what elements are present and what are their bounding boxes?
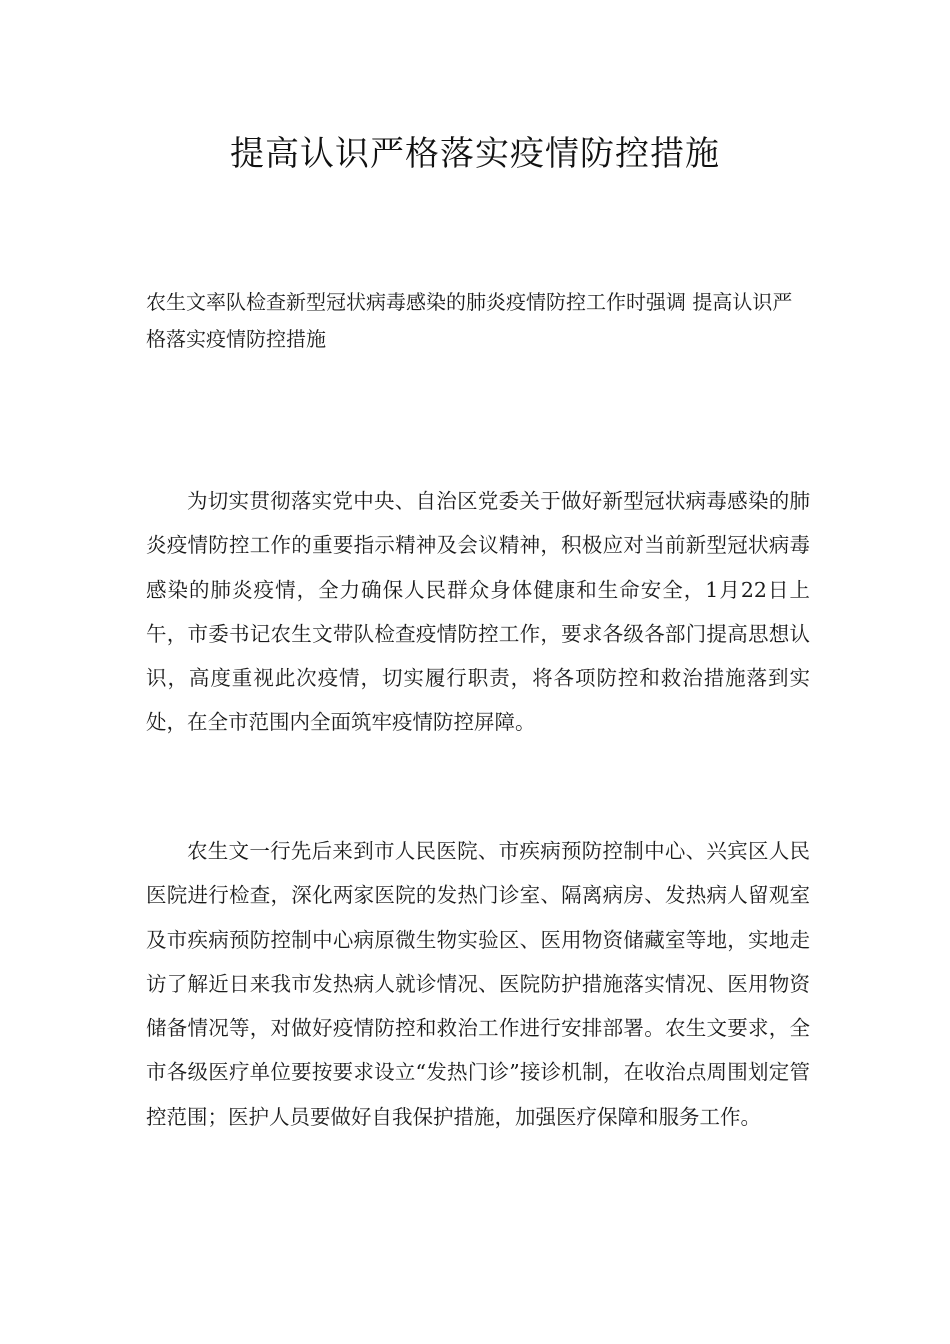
body-paragraph-2: 农生文一行先后来到市人民医院、市疾病预防控制中心、兴宾区人民医院进行检查，深化两家医院的发热门诊室、隔离病房、发热病人留观室及市疾病预防控制中心病原微生物实验区、医用物资储藏室等地，实地走访了解近日来我市发热病人就诊情况、医院防护措施落实情况、医用物资储备情况等，对做好疫情防控和救治工作进行安排部署。农生文要求，全市各级医疗单位要按要求设立“发热门诊”接诊机制，在收治点周围划定管控范围；医护人员要做好自我保护措施，加强医疗保障和服务工作。 xyxy=(146,839,810,1129)
body-paragraph-1: 为切实贯彻落实党中央、自治区党委关于做好新型冠状病毒感染的肺炎疫情防控工作的重要指示精神及会议精神，积极应对当前新型冠状病毒感染的肺炎疫情，全力确保人民群众身体健康和生命安全，1月22日上午，市委书记农生文带队检查疫情防控工作，要求各级各部门提高思想认识，高度重视此次疫情，切实履行职责，将各项防控和救治措施落到实处，在全市范围内全面筑牢疫情防控屏障。 xyxy=(146,489,810,735)
document-subtitle: 农生文率队检查新型冠状病毒感染的肺炎疫情防控工作时强调 提高认识严格落实疫情防控措施 xyxy=(146,290,793,351)
document-title: 提高认识严格落实疫情防控措施 xyxy=(230,134,720,174)
